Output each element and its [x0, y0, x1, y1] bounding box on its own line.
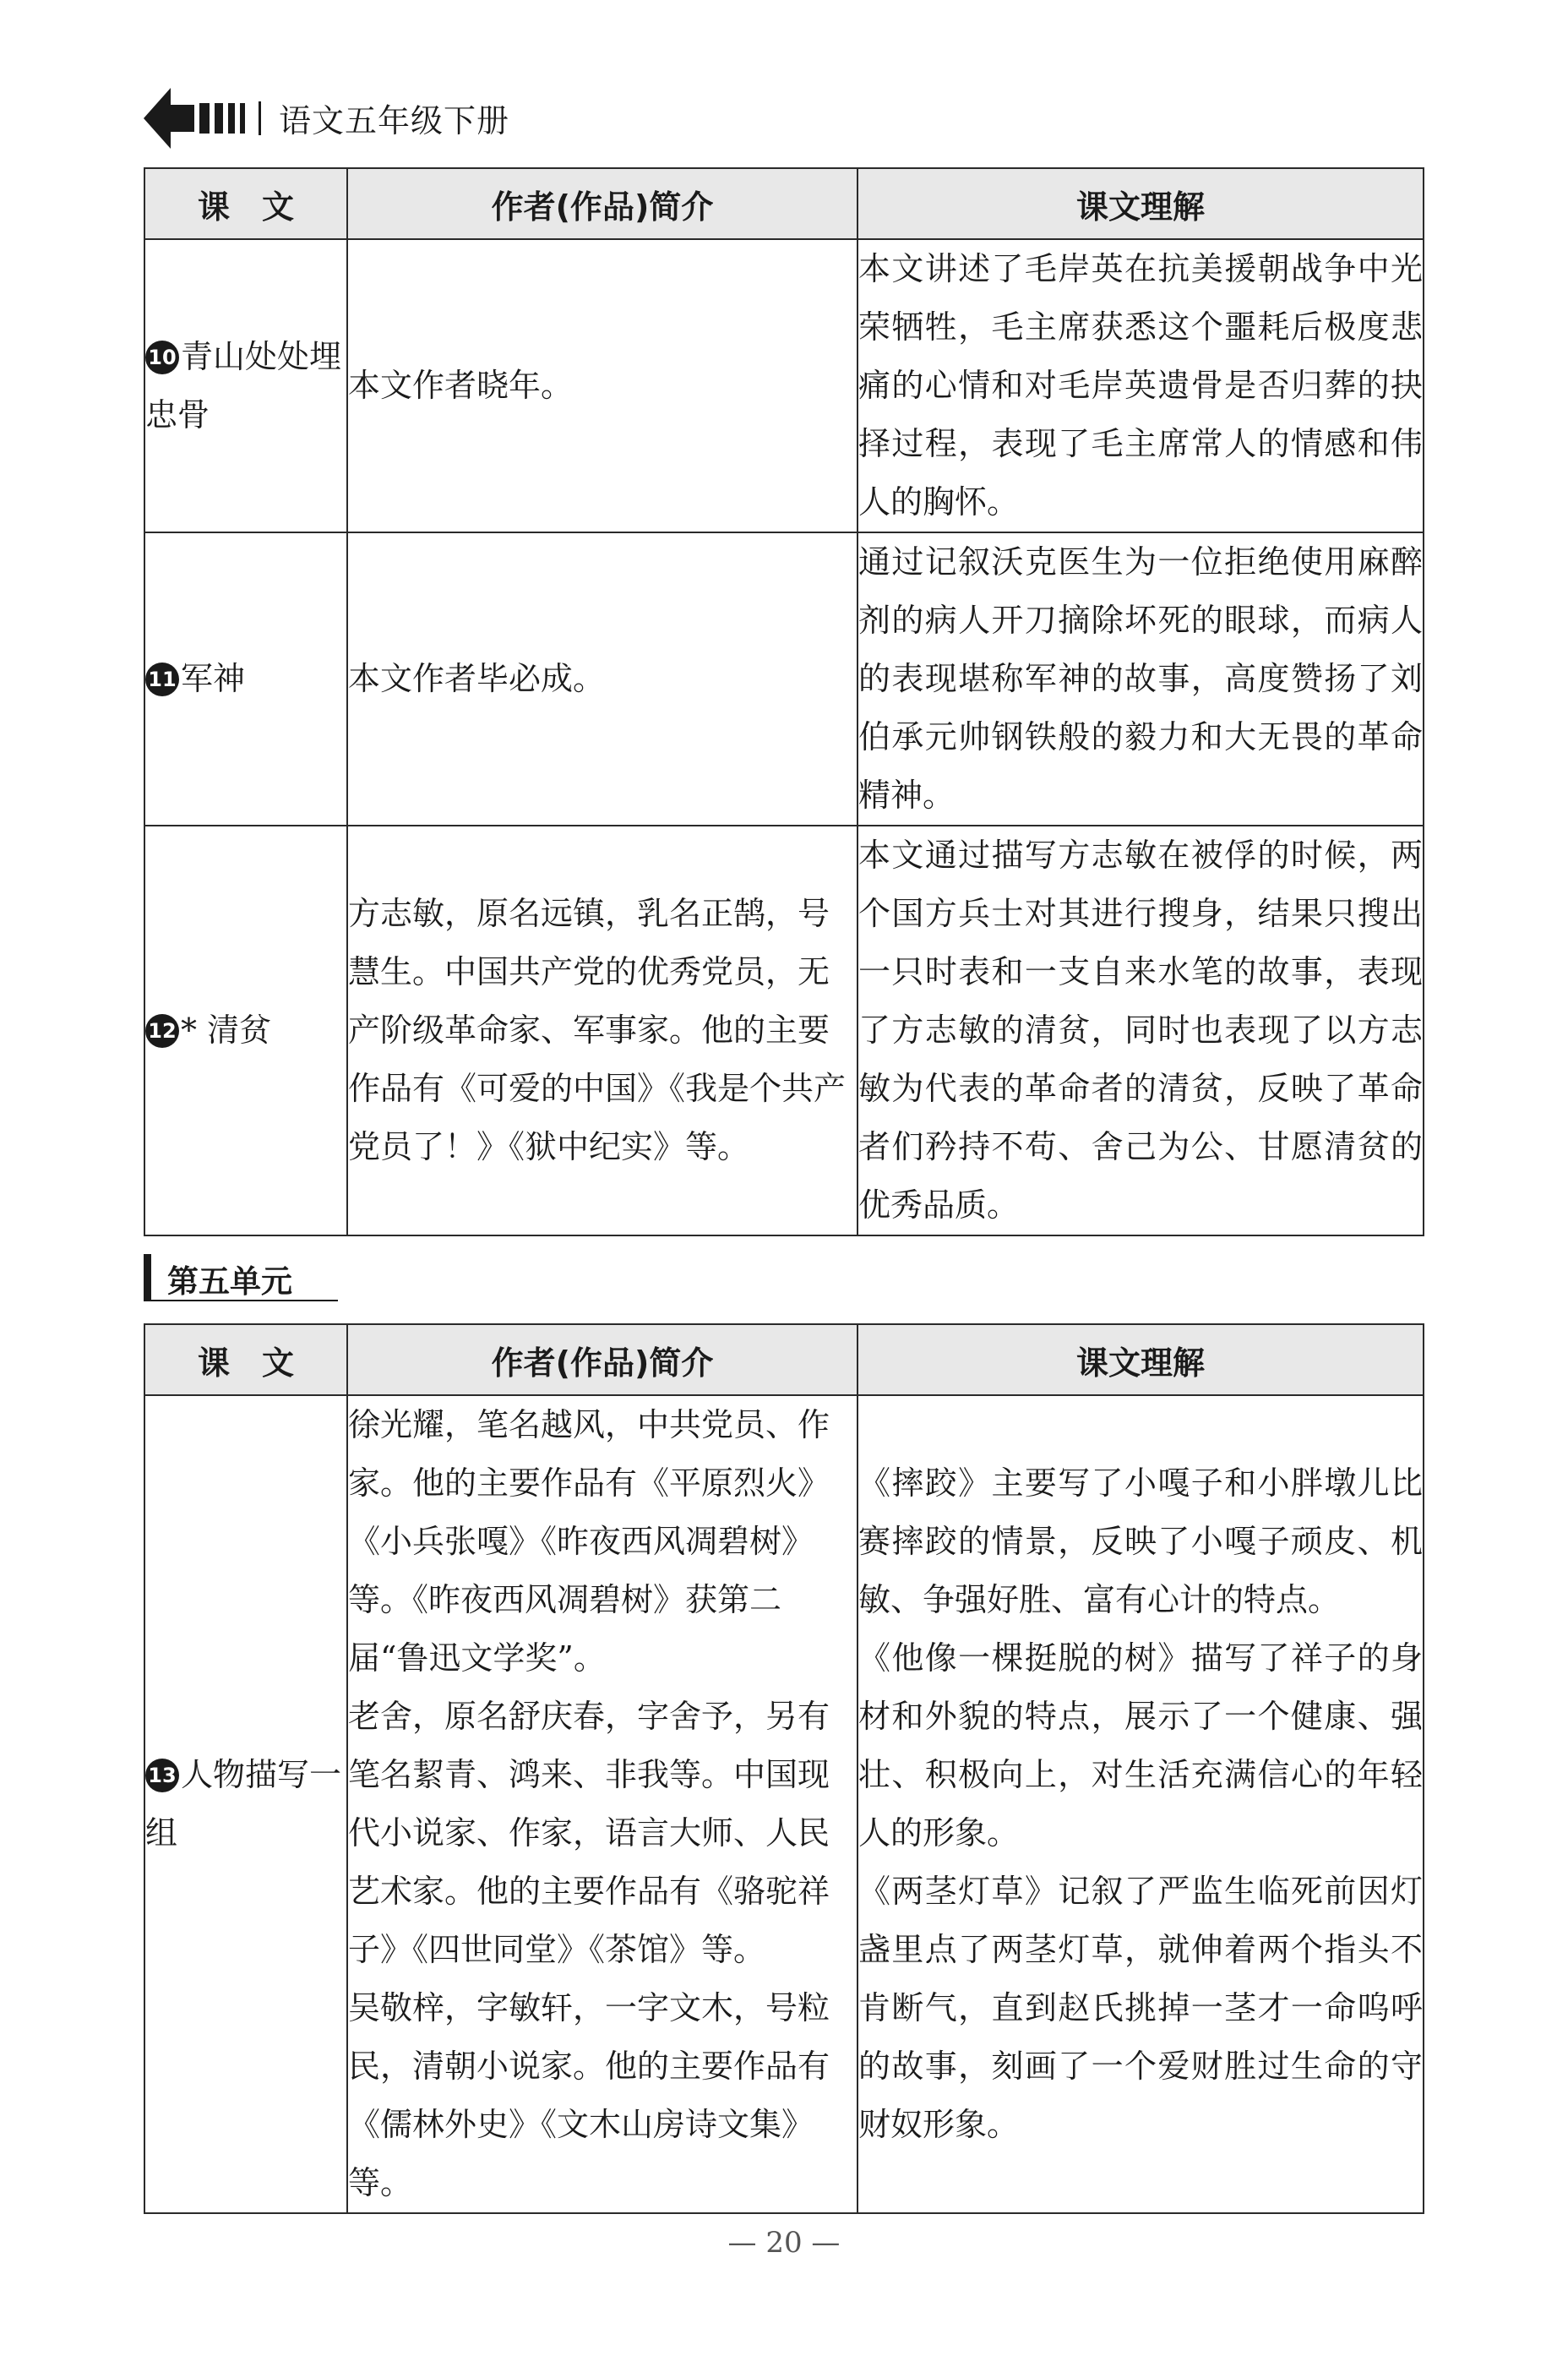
lesson-cell — [144, 1395, 347, 2213]
understanding-cell: 通过记叙沃克医生为一位拒绝使用麻醉剂的病人开刀摘除坏死的眼球，而病人的表现堪称军神的故事，高度赞扬了刘伯承元帅钢铁般的毅力和大无畏的革命精神。 — [858, 532, 1424, 826]
author-cell: 方志敏，原名远镇，乳名正鹄，号慧生。中国共产党的优秀党员，无产阶级革命家、军事家。他的主要作品有《可爱的中国》《我是个共产党员了！》《狱中纪实》等。 — [347, 826, 858, 1235]
col-header-lesson: 课 文 — [144, 1324, 347, 1395]
understanding-paragraph: 《他像一棵挺脱的树》描写了祥子的身材和外貌的特点，展示了一个健康、强壮、积极向上，对生活充满信心的年轻人的形象。 — [858, 1639, 1423, 1852]
lesson-title: * 清贫 — [181, 1012, 272, 1049]
table-row — [144, 1395, 1424, 2213]
lesson-title: 青山处处埋忠骨 — [145, 337, 342, 434]
author-paragraph: 徐光耀，笔名越风，中共党员、作家。他的主要作品有《平原烈火》《小兵张嘎》《昨夜西风凋碧树》等。《昨夜西风凋碧树》获第二届“鲁迅文学奖”。 — [348, 1406, 830, 1677]
lesson-number-badge: 11 — [145, 663, 179, 696]
table-header-row — [144, 1324, 1424, 1395]
author-cell: 本文作者毕必成。 — [347, 532, 858, 826]
book-title: 语文五年级下册 — [279, 102, 510, 139]
author-paragraph: 吴敬梓，字敏轩，一字文木，号粒民，清朝小说家。他的主要作品有《儒林外史》《文木山房诗文集》等。 — [348, 1989, 830, 2201]
understanding-paragraph: 《摔跤》主要写了小嘎子和小胖墩儿比赛摔跤的情景，反映了小嘎子顽皮、机敏、争强好胜、富有心计的特点。 — [858, 1464, 1423, 1618]
understanding-paragraph: 《两茎灯草》记叙了严监生临死前因灯盏里点了两茎灯草，就伸着两个指头不肯断气，直到赵氏挑掉一茎才一命呜呼的故事，刻画了一个爱财胜过生命的守财奴形象。 — [858, 1873, 1423, 2143]
page-header — [144, 85, 651, 152]
col-header-author: 作者(作品)简介 — [347, 168, 858, 239]
col-header-understanding: 课文理解 — [858, 1324, 1424, 1395]
col-header-understanding: 课文理解 — [858, 168, 1424, 239]
lesson-title: 军神 — [181, 660, 246, 697]
lesson-number-badge: 12 — [145, 1014, 179, 1048]
understanding-cell — [858, 1395, 1424, 2213]
understanding-cell: 本文通过描写方志敏在被俘的时候，两个国方兵士对其进行搜身，结果只搜出一只时表和一支自来水笔的故事，表现了方志敏的清贫，同时也表现了以方志敏为代表的革命者的清贫，反映了革命者们矜持不苟、舍己为公、甘愿清贫的优秀品质。 — [858, 826, 1424, 1235]
table-row — [144, 532, 1424, 826]
col-header-lesson: 课 文 — [144, 168, 347, 239]
table-row — [144, 826, 1424, 1235]
lesson-table-unit5 — [144, 1323, 1424, 2214]
lesson-table-unit4 — [144, 167, 1424, 1236]
lesson-number-badge: 10 — [145, 341, 179, 374]
lesson-cell — [144, 532, 347, 826]
table-row — [144, 239, 1424, 532]
lesson-cell — [144, 826, 347, 1235]
page-number: — 20 — — [727, 2226, 841, 2260]
unit-title: 第五单元 — [167, 1263, 292, 1300]
understanding-cell: 本文讲述了毛岸英在抗美援朝战争中光荣牺牲，毛主席获悉这个噩耗后极度悲痛的心情和对毛岸英遗骨是否归葬的抉择过程，表现了毛主席常人的情感和伟人的胸怀。 — [858, 239, 1424, 532]
author-cell: 本文作者晓年。 — [347, 239, 858, 532]
lesson-cell — [144, 239, 347, 532]
author-paragraph: 老舍，原名舒庆春，字舍予，另有笔名絜青、鸿来、非我等。中国现代小说家、作家，语言大师、人民艺术家。他的主要作品有《骆驼祥子》《四世同堂》《茶馆》等。 — [348, 1698, 830, 1968]
lesson-number-badge: 13 — [145, 1759, 179, 1792]
col-header-author: 作者(作品)简介 — [347, 1324, 858, 1395]
unit-heading — [144, 1247, 338, 1306]
lesson-title: 人物描写一组 — [145, 1756, 342, 1852]
table-header-row — [144, 168, 1424, 239]
unit-heading-underline — [144, 1300, 338, 1301]
author-cell — [347, 1395, 858, 2213]
unit-heading-bar — [144, 1254, 151, 1300]
back-arrow-icon — [144, 85, 270, 152]
